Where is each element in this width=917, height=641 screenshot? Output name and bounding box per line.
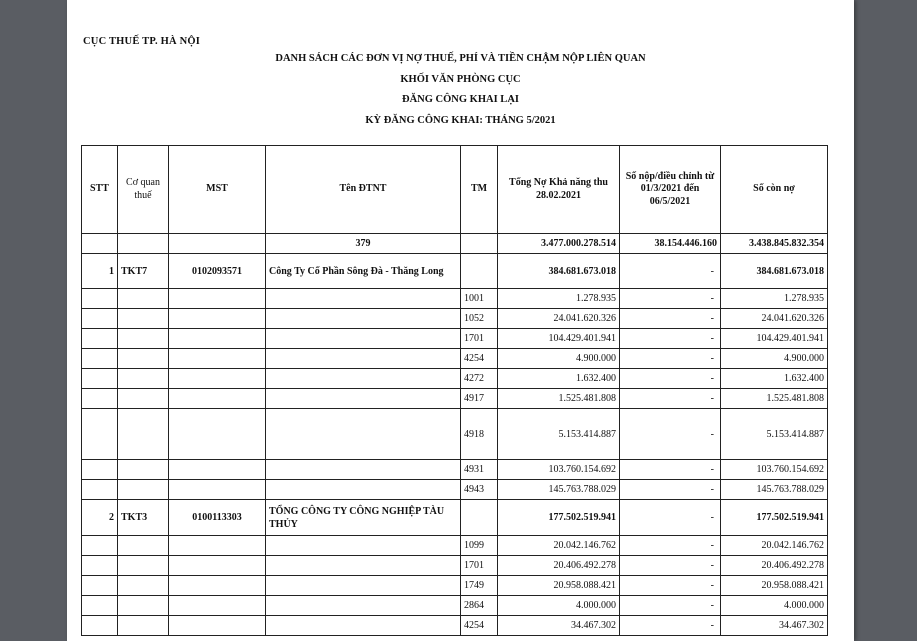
row-debt: 104.429.401.941 <box>498 329 620 349</box>
row-paid: - <box>620 329 721 349</box>
total-row <box>82 234 828 254</box>
total-debt: 3.477.000.278.514 <box>498 234 620 254</box>
company-row <box>82 500 828 536</box>
header-name: Tên ĐTNT <box>266 146 461 234</box>
table-row <box>82 369 828 389</box>
row-paid: - <box>620 480 721 500</box>
header-debt: Tổng Nợ Khả năng thu 28.02.2021 <box>498 146 620 234</box>
total-count: 379 <box>266 234 461 254</box>
row-remain: 104.429.401.941 <box>721 329 828 349</box>
company-name: Công Ty Cổ Phần Sông Đà - Thăng Long <box>266 254 461 289</box>
table-header-row <box>82 146 828 234</box>
row-remain: 20.958.088.421 <box>721 576 828 596</box>
table-row <box>82 460 828 480</box>
row-remain: 145.763.788.029 <box>721 480 828 500</box>
document-period: KỲ ĐĂNG CÔNG KHAI: THÁNG 5/2021 <box>365 115 556 126</box>
row-paid: - <box>620 349 721 369</box>
row-debt: 20.042.146.762 <box>498 536 620 556</box>
company-remain: 384.681.673.018 <box>721 254 828 289</box>
company-name: TỔNG CÔNG TY CÔNG NGHIỆP TÀU THỦY <box>266 500 461 536</box>
row-remain: 24.041.620.326 <box>721 309 828 329</box>
total-paid: 38.154.446.160 <box>620 234 721 254</box>
header-agency: Cơ quan thuế <box>118 146 169 234</box>
table-row <box>82 616 828 636</box>
table-row <box>82 596 828 616</box>
row-debt: 4.000.000 <box>498 596 620 616</box>
header-mst: MST <box>169 146 266 234</box>
row-paid: - <box>620 409 721 460</box>
table-row <box>82 480 828 500</box>
company-agency: TKT3 <box>118 500 169 536</box>
table-row <box>82 329 828 349</box>
header-paid: Số nộp/điều chỉnh từ 01/3/2021 đến 06/5/2021 <box>620 146 721 234</box>
row-tm: 1099 <box>461 536 498 556</box>
row-tm: 1749 <box>461 576 498 596</box>
row-tm: 4918 <box>461 409 498 460</box>
header-remain: Số còn nợ <box>721 146 828 234</box>
row-debt: 145.763.788.029 <box>498 480 620 500</box>
company-row <box>82 254 828 289</box>
row-debt: 20.406.492.278 <box>498 556 620 576</box>
row-paid: - <box>620 536 721 556</box>
row-remain: 20.042.146.762 <box>721 536 828 556</box>
table-row <box>82 576 828 596</box>
row-remain: 1.632.400 <box>721 369 828 389</box>
row-paid: - <box>620 460 721 480</box>
row-remain: 4.900.000 <box>721 349 828 369</box>
table-row <box>82 536 828 556</box>
row-tm: 4254 <box>461 616 498 636</box>
header-tm: TM <box>461 146 498 234</box>
row-debt: 20.958.088.421 <box>498 576 620 596</box>
row-remain: 34.467.302 <box>721 616 828 636</box>
row-debt: 5.153.414.887 <box>498 409 620 460</box>
company-debt: 177.502.519.941 <box>498 500 620 536</box>
document-page <box>67 0 854 641</box>
total-remain: 3.438.845.832.354 <box>721 234 828 254</box>
row-debt: 103.760.154.692 <box>498 460 620 480</box>
row-tm: 1052 <box>461 309 498 329</box>
row-tm: 1001 <box>461 289 498 309</box>
row-remain: 5.153.414.887 <box>721 409 828 460</box>
row-tm: 4272 <box>461 369 498 389</box>
row-debt: 24.041.620.326 <box>498 309 620 329</box>
company-paid: - <box>620 500 721 536</box>
row-paid: - <box>620 616 721 636</box>
company-stt: 1 <box>82 254 118 289</box>
row-debt: 1.278.935 <box>498 289 620 309</box>
row-remain: 1.525.481.808 <box>721 389 828 409</box>
table-row <box>82 349 828 369</box>
row-remain: 103.760.154.692 <box>721 460 828 480</box>
row-debt: 4.900.000 <box>498 349 620 369</box>
company-paid: - <box>620 254 721 289</box>
row-remain: 20.406.492.278 <box>721 556 828 576</box>
document-subtitle-republish: ĐĂNG CÔNG KHAI LẠI <box>402 94 519 105</box>
row-remain: 4.000.000 <box>721 596 828 616</box>
company-stt: 2 <box>82 500 118 536</box>
row-paid: - <box>620 576 721 596</box>
row-paid: - <box>620 556 721 576</box>
row-remain: 1.278.935 <box>721 289 828 309</box>
table-row <box>82 309 828 329</box>
row-debt: 1.525.481.808 <box>498 389 620 409</box>
row-paid: - <box>620 389 721 409</box>
company-mst: 0102093571 <box>169 254 266 289</box>
row-tm: 2864 <box>461 596 498 616</box>
row-tm: 1701 <box>461 556 498 576</box>
company-mst: 0100113303 <box>169 500 266 536</box>
row-paid: - <box>620 369 721 389</box>
row-paid: - <box>620 289 721 309</box>
row-paid: - <box>620 596 721 616</box>
debt-table <box>81 145 828 636</box>
company-agency: TKT7 <box>118 254 169 289</box>
table-row <box>82 556 828 576</box>
table-row <box>82 289 828 309</box>
row-tm: 4931 <box>461 460 498 480</box>
row-debt: 1.632.400 <box>498 369 620 389</box>
row-paid: - <box>620 309 721 329</box>
company-remain: 177.502.519.941 <box>721 500 828 536</box>
row-tm: 4943 <box>461 480 498 500</box>
document-title: DANH SÁCH CÁC ĐƠN VỊ NỢ THUẾ, PHÍ VÀ TIỀN CHẬM NỘP LIÊN QUAN <box>275 53 646 64</box>
row-tm: 4254 <box>461 349 498 369</box>
header-stt: STT <box>82 146 118 234</box>
company-debt: 384.681.673.018 <box>498 254 620 289</box>
row-tm: 1701 <box>461 329 498 349</box>
row-debt: 34.467.302 <box>498 616 620 636</box>
table-row <box>82 389 828 409</box>
row-tm: 4917 <box>461 389 498 409</box>
agency-name: CỤC THUẾ TP. HÀ NỘI <box>83 36 201 47</box>
document-subtitle-office: KHỐI VĂN PHÒNG CỤC <box>400 74 521 85</box>
table-row <box>82 409 828 460</box>
